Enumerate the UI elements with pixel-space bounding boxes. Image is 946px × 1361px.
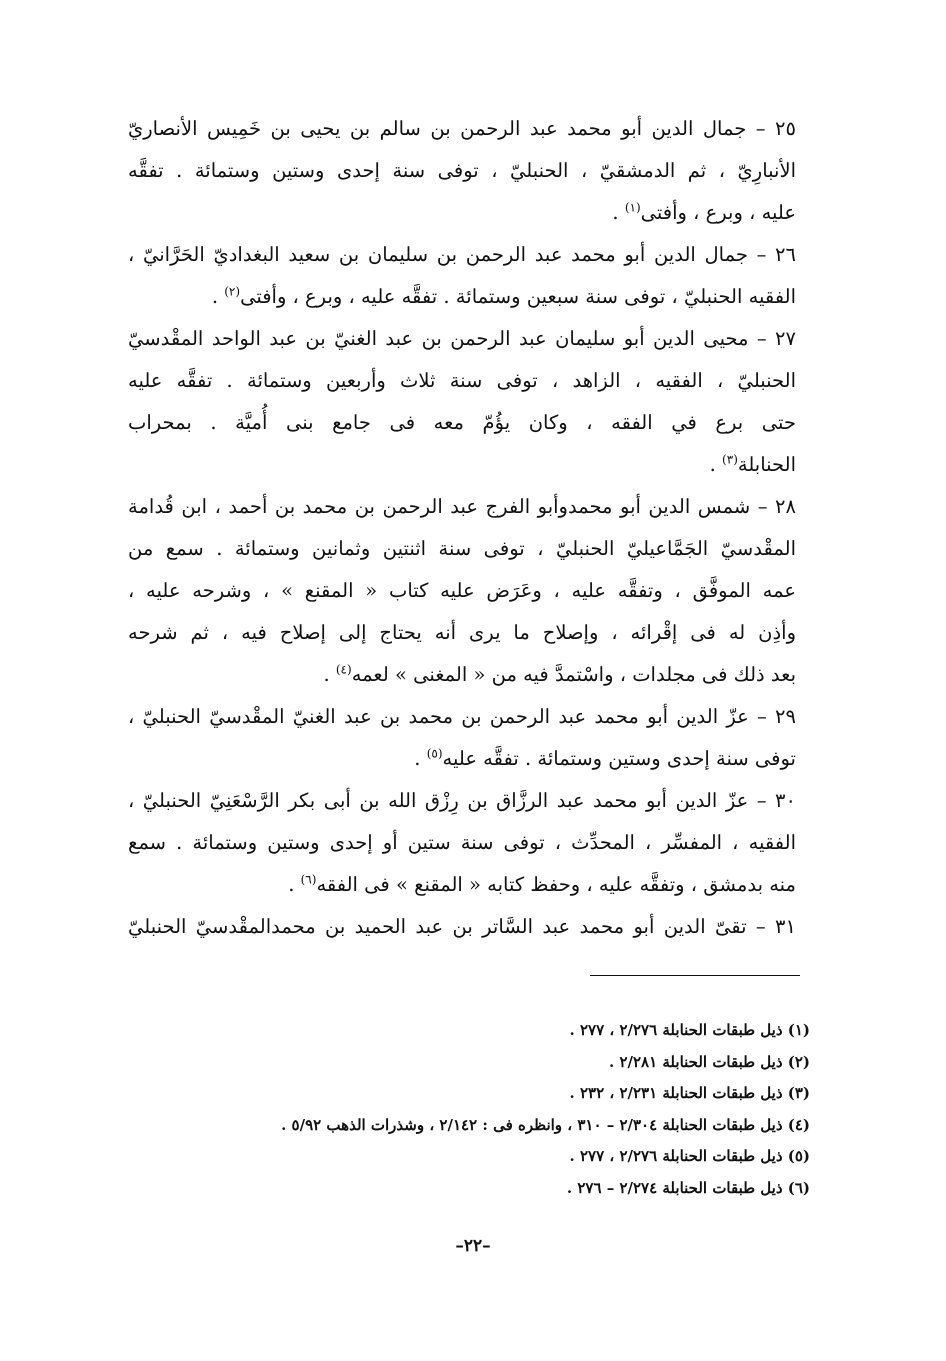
footnote-1: (١) ذيل طبقات الحنابلة ٢/٢٧٦ ، ٢٧٧ . bbox=[569, 1021, 810, 1039]
footnote-ref: (١) bbox=[624, 200, 641, 215]
footnote-ref: (٦) bbox=[300, 872, 317, 887]
entry-line: عمه الموفَّق ، وتفقَّه عليه ، وعَرَض عليه كتاب « المقنع » ، وشرحه عليه ، bbox=[128, 579, 796, 602]
footnote-5: (٥) ذيل طبقات الحنابلة ٢/٢٧٦ ، ٢٧٧ . bbox=[569, 1147, 810, 1165]
entry-line-last bbox=[128, 444, 796, 486]
line-tail: . bbox=[323, 663, 336, 686]
entry-line: المقْدسيّ الجَمَّاعيليّ الحنبليّ ، توفى سنة اثنتين وثمانين وستمائة . سمع من bbox=[128, 537, 796, 560]
entry-line-last bbox=[128, 192, 796, 234]
entry-line-text: الحنابلة bbox=[737, 453, 796, 476]
footnote-6: (٦) ذيل طبقات الحنابلة ٢/٢٧٤ – ٢٧٦ . bbox=[566, 1178, 810, 1197]
entry-30 bbox=[128, 780, 796, 906]
page-number: –٢٢– bbox=[455, 1236, 491, 1256]
entry-25 bbox=[128, 108, 796, 234]
entry-line: ٢٥ – جمال الدين أبو محمد عبد الرحمن بن سالم بن يحيى بن خَمِيس الأنصاريّ bbox=[128, 117, 796, 140]
footnote-separator bbox=[590, 975, 800, 976]
entry-29 bbox=[128, 696, 796, 780]
entry-line-text: عليه ، وبرع ، وأفتى bbox=[640, 201, 796, 224]
footnote-ref: (٥) bbox=[426, 746, 443, 761]
entry-line-last bbox=[128, 738, 796, 780]
entry-line: ٢٩ – عزّ الدين أبو محمد عبد الرحمن بن محمد بن عبد الغنيّ المقْدسيّ الحنبليّ ، bbox=[128, 705, 796, 728]
line-tail: . bbox=[288, 873, 301, 896]
line-tail: . bbox=[211, 285, 225, 308]
entry-27 bbox=[128, 318, 796, 486]
main-text bbox=[128, 108, 796, 948]
entry-line: ٢٨ – شمس الدين أبو محمدوأبو الفرج عبد الرحمن بن محمد بن أحمد ، ابن قُدامة bbox=[128, 495, 796, 518]
entry-line: وأذِن له فى إقْرائه ، وإصلاح ما يرى أنه يحتاج إلى إصلاح فيه ، ثم شرحه bbox=[128, 621, 796, 644]
entry-line-text: منه بدمشق ، وتفقَّه عليه ، وحفظ كتابه « المقنع » فى الفقه bbox=[316, 873, 796, 896]
entry-line: حتى برع في الفقه ، وكان يؤُمّ معه فى جامع بنى أُميَّة . بمحراب bbox=[128, 411, 796, 434]
footnote-2: (٢) ذيل طبقات الحنابلة ٢/٢٨١ . bbox=[609, 1052, 810, 1071]
entry-line-text: الفقيه الحنبليّ ، توفى سنة سبعين وستمائة . تفقَّه عليه ، وبرع ، وأفتى bbox=[240, 285, 796, 308]
footnotes bbox=[160, 1015, 810, 1204]
footnote-4: (٤) ذيل طبقات الحنابلة ٢/٣٠٤ – ٣١٠ ، وانظره فى : ٢/١٤٢ ، وشذرات الذهب ٥/٩٢ . bbox=[281, 1115, 810, 1134]
entry-line: ٢٧ – محيى الدين أبو سليمان عبد الرحمن بن عبد الغنيّ بن عبد الواحد المقْدسيّ bbox=[128, 327, 796, 350]
line-tail: . bbox=[414, 747, 427, 770]
footnote-ref: (٣) bbox=[722, 452, 738, 467]
footnote-3: (٣) ذيل طبقات الحنابلة ٢/٢٣١ ، ٢٣٢ . bbox=[569, 1084, 810, 1102]
entry-line: ٢٦ – جمال الدين أبو محمد عبد الرحمن بن سليمان بن سعيد البغداديّ الحَرَّانيّ ، bbox=[128, 243, 796, 266]
entry-line-text: بعد ذلك فى مجلدات ، واسْتمدَّ فيه من « المغنى » لعمه bbox=[351, 663, 796, 686]
entry-line-last bbox=[128, 864, 796, 906]
footnote-ref: (٢) bbox=[224, 284, 241, 299]
footnote-ref: (٤) bbox=[335, 662, 352, 677]
entry-line: الأنبارِيّ ، ثم الدمشقيّ ، الحنبليّ ، توفى سنة إحدى وستين وستمائة . تفقَّه bbox=[128, 159, 796, 182]
entry-line: ٣٠ – عزّ الدين أبو محمد عبد الرزَّاق بن رِزْق الله بن أبى بكر الرَّسْعَنِيّ الحنبليّ ، bbox=[128, 789, 796, 812]
line-tail: . bbox=[709, 453, 723, 476]
entry-31 bbox=[128, 906, 796, 948]
entry-line: ٣١ – تقىّ الدين أبو محمد عبد السَّاتر بن عبد الحميد بن محمدالمقْدسيّ الحنبليّ bbox=[128, 915, 796, 938]
entry-line-last bbox=[128, 276, 796, 318]
entry-line-text: توفى سنة إحدى وستين وستمائة . تفقَّه عليه bbox=[442, 747, 796, 770]
line-tail: . bbox=[612, 201, 625, 224]
entry-line: الحنبليّ ، الفقيه ، الزاهد ، توفى سنة ثلاث وأربعين وستمائة . تفقَّه عليه bbox=[128, 369, 796, 392]
entry-28 bbox=[128, 486, 796, 696]
entry-line: الفقيه ، المفسِّر ، المحدِّث ، توفى سنة ستين أو إحدى وستين وستمائة . سمع bbox=[128, 831, 796, 854]
entry-26 bbox=[128, 234, 796, 318]
entry-line-last bbox=[128, 654, 796, 696]
